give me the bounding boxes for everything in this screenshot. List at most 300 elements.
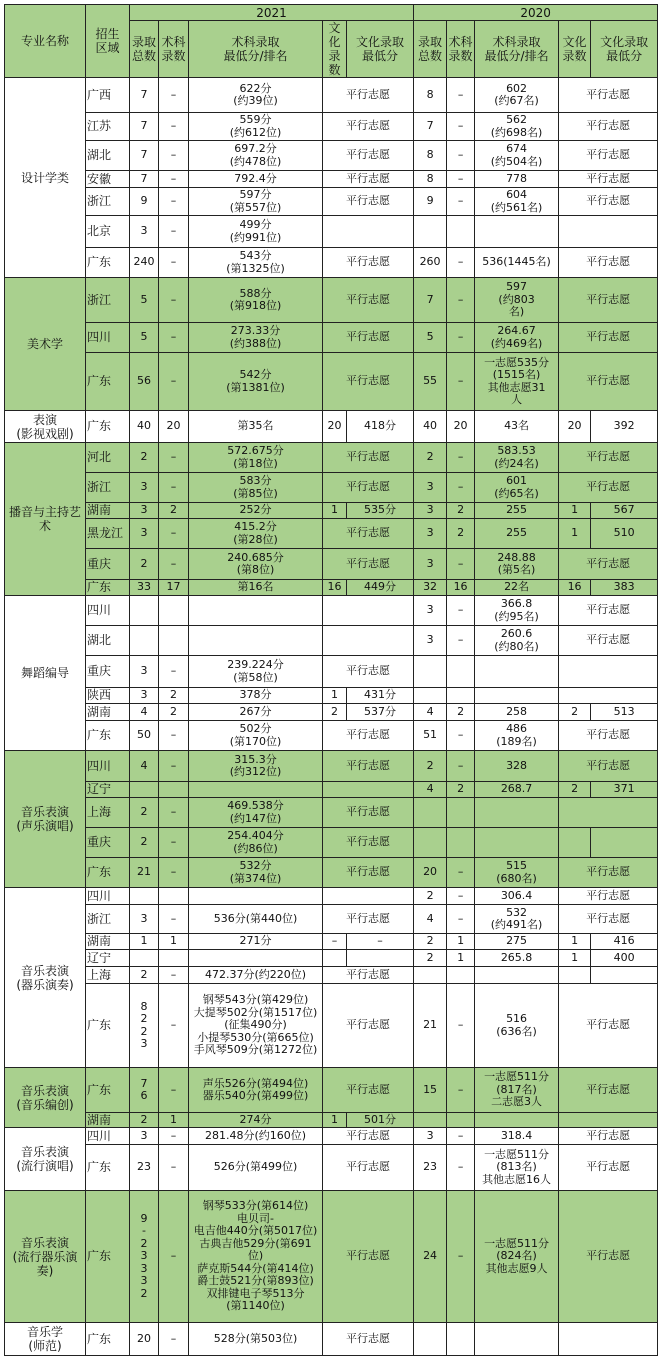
table-row xyxy=(5,1068,658,1113)
y21-art-count-cell: – xyxy=(159,1145,189,1191)
region-cell: 重庆 xyxy=(86,656,130,688)
table-row xyxy=(5,78,658,113)
y20-plan-cell: 平行志愿 xyxy=(559,1068,658,1113)
y20-total-cell: 20 xyxy=(414,858,447,888)
y21-plan-cell: 平行志愿 xyxy=(323,1068,414,1113)
table-row xyxy=(5,888,658,905)
y21-art-count-cell: – xyxy=(159,1128,189,1145)
y20-total-cell: 40 xyxy=(414,411,447,443)
y21-art-min-cell: 528分(第503位) xyxy=(189,1323,323,1356)
table-row xyxy=(5,549,658,580)
y21-total-cell xyxy=(130,950,159,967)
header-total-2020: 录取 总数 xyxy=(414,21,447,78)
y21-art-min-cell: 钢琴533分(第614位) 电贝司- 电吉他440分(第5017位) 古典吉他529分(第691 位) 萨克斯544分(第414位) 爵士鼓521分(第893位) 双排键电子琴513分 (第1140位) xyxy=(189,1191,323,1323)
y21-art-count-cell: – xyxy=(159,751,189,782)
table-row xyxy=(5,1145,658,1191)
y21-plan-cell: 平行志愿 xyxy=(323,858,414,888)
y21-art-min-cell xyxy=(189,596,323,626)
table-row xyxy=(5,188,658,216)
y21-total-cell: 4 xyxy=(130,704,159,721)
y20-total-cell: 2 xyxy=(414,950,447,967)
y20-plan-cell: 平行志愿 xyxy=(559,905,658,934)
y21-plan-cell xyxy=(323,888,414,905)
table-row xyxy=(5,580,658,596)
y21-total-cell: 50 xyxy=(130,721,159,751)
y21-art-count-cell: – xyxy=(159,721,189,751)
y21-art-count-cell: 2 xyxy=(159,503,189,519)
region-cell: 湖南 xyxy=(86,1113,130,1128)
region-cell: 广东 xyxy=(86,1145,130,1191)
y21-art-count-cell: – xyxy=(159,905,189,934)
y20-total-cell: 4 xyxy=(414,704,447,721)
y21-plan-cell: 平行志愿 xyxy=(323,905,414,934)
y20-plan-cell: 平行志愿 xyxy=(559,1191,658,1323)
y20-plan-cell: 平行志愿 xyxy=(559,113,658,141)
y21-art-count-cell: – xyxy=(159,171,189,188)
y20-total-cell: 9 xyxy=(414,188,447,216)
y21-culture-count-cell: 1 xyxy=(323,503,347,519)
y20-total-cell xyxy=(414,216,447,248)
y20-art-min-cell: 515 (680名) xyxy=(475,858,559,888)
y20-total-cell: 4 xyxy=(414,905,447,934)
table-row xyxy=(5,1128,658,1145)
y21-total-cell: 4 xyxy=(130,751,159,782)
y21-plan-cell: 平行志愿 xyxy=(323,751,414,782)
y20-art-count-cell: – xyxy=(447,113,475,141)
y21-plan-cell: 平行志愿 xyxy=(323,549,414,580)
y20-art-min-cell xyxy=(475,216,559,248)
y20-culture-min-cell xyxy=(591,828,658,858)
y20-art-count-cell: – xyxy=(447,596,475,626)
y20-total-cell: 55 xyxy=(414,353,447,411)
admission-score-table xyxy=(4,4,658,1356)
major-name: 美术学 xyxy=(5,278,86,411)
table-row xyxy=(5,828,658,858)
header-region: 招生 区域 xyxy=(86,5,130,78)
y21-plan-cell xyxy=(323,216,414,248)
y21-art-count-cell: – xyxy=(159,967,189,984)
table-row xyxy=(5,323,658,353)
y21-plan-cell xyxy=(323,596,414,626)
y21-art-count-cell: – xyxy=(159,141,189,171)
y20-art-min-cell: 268.7 xyxy=(475,782,559,798)
table-row xyxy=(5,171,658,188)
region-cell: 湖南 xyxy=(86,704,130,721)
table-row xyxy=(5,141,658,171)
y21-culture-min-cell: 501分 xyxy=(347,1113,414,1128)
table-row xyxy=(5,950,658,967)
y20-art-count-cell: – xyxy=(447,248,475,278)
y20-art-count-cell xyxy=(447,216,475,248)
y21-art-count-cell: – xyxy=(159,858,189,888)
header-major: 专业名称 xyxy=(5,5,86,78)
region-cell: 上海 xyxy=(86,798,130,828)
y21-art-min-cell: 502分 (第170位) xyxy=(189,721,323,751)
y20-art-count-cell: 20 xyxy=(447,411,475,443)
y21-art-count-cell: – xyxy=(159,278,189,323)
y20-art-min-cell: 255 xyxy=(475,519,559,549)
y20-art-min-cell: 一志愿511分 (813名) 其他志愿16人 xyxy=(475,1145,559,1191)
y20-total-cell: 8 xyxy=(414,171,447,188)
y20-art-count-cell: – xyxy=(447,1128,475,1145)
y20-art-min-cell: 674 (约504名) xyxy=(475,141,559,171)
y20-art-min-cell: 601 (约65名) xyxy=(475,473,559,503)
region-cell: 辽宁 xyxy=(86,950,130,967)
table-row xyxy=(5,353,658,411)
y21-total-cell: 3 xyxy=(130,905,159,934)
y20-plan-cell: 平行志愿 xyxy=(559,626,658,656)
y20-plan-cell: 平行志愿 xyxy=(559,1128,658,1145)
y20-total-cell xyxy=(414,1323,447,1356)
y21-plan-cell: 平行志愿 xyxy=(323,967,414,984)
y21-art-count-cell: – xyxy=(159,353,189,411)
y21-art-min-cell: 239.224分 (第58位) xyxy=(189,656,323,688)
y21-art-min-cell: 499分 (约991位) xyxy=(189,216,323,248)
y20-plan-cell: 平行志愿 xyxy=(559,984,658,1068)
y21-plan-cell: 平行志愿 xyxy=(323,141,414,171)
y21-art-count-cell xyxy=(159,782,189,798)
y20-plan-cell: 平行志愿 xyxy=(559,171,658,188)
y20-total-cell xyxy=(414,828,447,858)
y21-art-min-cell: 273.33分 (约388位) xyxy=(189,323,323,353)
y21-plan-cell: 平行志愿 xyxy=(323,721,414,751)
table-row xyxy=(5,751,658,782)
y20-plan-cell: 平行志愿 xyxy=(559,323,658,353)
table-row xyxy=(5,216,658,248)
y21-art-count-cell: – xyxy=(159,1068,189,1113)
header-art-count-2021: 术科 录数 xyxy=(159,21,189,78)
y20-culture-min-cell xyxy=(591,967,658,984)
y20-culture-min-cell: 400 xyxy=(591,950,658,967)
y21-total-cell: 2 xyxy=(130,798,159,828)
y21-culture-count-cell xyxy=(323,950,347,967)
y21-plan-cell xyxy=(323,782,414,798)
y20-total-cell: 51 xyxy=(414,721,447,751)
y21-art-min-cell: 697.2分 (约478位) xyxy=(189,141,323,171)
table-row xyxy=(5,411,658,443)
y21-art-count-cell xyxy=(159,626,189,656)
y20-art-min-cell: 536(1445名) xyxy=(475,248,559,278)
y21-total-cell: 40 xyxy=(130,411,159,443)
table-row xyxy=(5,473,658,503)
y20-total-cell: 2 xyxy=(414,934,447,950)
y21-plan-cell: 平行志愿 xyxy=(323,1191,414,1323)
y20-culture-min-cell: 567 xyxy=(591,503,658,519)
y20-art-count-cell: – xyxy=(447,1068,475,1113)
y21-total-cell: 5 xyxy=(130,323,159,353)
y20-plan-cell: 平行志愿 xyxy=(559,721,658,751)
region-cell: 四川 xyxy=(86,751,130,782)
y21-plan-cell: 平行志愿 xyxy=(323,353,414,411)
y20-culture-min-cell: 371 xyxy=(591,782,658,798)
y20-art-count-cell xyxy=(447,967,475,984)
y20-culture-count-cell: 1 xyxy=(559,934,591,950)
y20-total-cell xyxy=(414,798,447,828)
y21-culture-count-cell: 1 xyxy=(323,1113,347,1128)
y20-art-min-cell xyxy=(475,828,559,858)
table-row xyxy=(5,704,658,721)
region-cell: 广东 xyxy=(86,353,130,411)
y20-art-count-cell: 1 xyxy=(447,934,475,950)
region-cell: 广东 xyxy=(86,1191,130,1323)
y20-art-count-cell xyxy=(447,828,475,858)
y21-art-count-cell: – xyxy=(159,248,189,278)
table-row xyxy=(5,967,658,984)
region-cell: 四川 xyxy=(86,596,130,626)
y21-art-count-cell xyxy=(159,888,189,905)
major-name: 音乐表演 (音乐编创) xyxy=(5,1068,86,1128)
table-row xyxy=(5,113,658,141)
y21-total-cell: 33 xyxy=(130,580,159,596)
y21-total-cell: 20 xyxy=(130,1323,159,1356)
y20-plan-cell: 平行志愿 xyxy=(559,78,658,113)
y20-plan-cell xyxy=(559,216,658,248)
y20-art-count-cell xyxy=(447,1113,475,1128)
y21-art-min-cell: 240.685分 (第8位) xyxy=(189,549,323,580)
y20-culture-count-cell: 1 xyxy=(559,503,591,519)
y21-plan-cell: 平行志愿 xyxy=(323,828,414,858)
y20-art-min-cell: 22名 xyxy=(475,580,559,596)
table-row xyxy=(5,519,658,549)
table-row xyxy=(5,1323,658,1356)
y20-art-count-cell: – xyxy=(447,858,475,888)
y21-art-min-cell: 378分 xyxy=(189,688,323,704)
y21-art-count-cell: – xyxy=(159,473,189,503)
y21-art-min-cell: 597分 (第557位) xyxy=(189,188,323,216)
region-cell: 浙江 xyxy=(86,278,130,323)
y20-total-cell: 3 xyxy=(414,503,447,519)
y21-total-cell: 1 xyxy=(130,934,159,950)
y20-art-min-cell xyxy=(475,1323,559,1356)
y21-total-cell: 3 xyxy=(130,688,159,704)
y20-total-cell: 8 xyxy=(414,78,447,113)
y20-art-count-cell: – xyxy=(447,721,475,751)
y21-total-cell: 3 xyxy=(130,473,159,503)
y20-art-count-cell: 16 xyxy=(447,580,475,596)
y20-total-cell: 5 xyxy=(414,323,447,353)
y21-art-min-cell: 315.3分 (约312位) xyxy=(189,751,323,782)
y20-art-count-cell xyxy=(447,798,475,828)
y21-culture-min-cell: 537分 xyxy=(347,704,414,721)
header-culture-min-2020: 文化录取 最低分 xyxy=(591,21,658,78)
y20-art-min-cell: 275 xyxy=(475,934,559,950)
y20-art-min-cell: 604 (约561名) xyxy=(475,188,559,216)
y21-culture-count-cell: 20 xyxy=(323,411,347,443)
y20-culture-count-cell: 1 xyxy=(559,519,591,549)
table-row xyxy=(5,984,658,1068)
region-cell: 湖北 xyxy=(86,626,130,656)
y21-plan-cell: 平行志愿 xyxy=(323,798,414,828)
y20-plan-cell: 平行志愿 xyxy=(559,353,658,411)
y20-total-cell: 3 xyxy=(414,549,447,580)
y20-art-count-cell: – xyxy=(447,751,475,782)
y21-culture-count-cell: – xyxy=(323,934,347,950)
y20-total-cell xyxy=(414,656,447,688)
y21-total-cell: 3 xyxy=(130,503,159,519)
y20-art-count-cell: – xyxy=(447,473,475,503)
region-cell: 广东 xyxy=(86,1323,130,1356)
major-name: 表演 (影视戏剧) xyxy=(5,411,86,443)
y20-plan-cell: 平行志愿 xyxy=(559,443,658,473)
y21-plan-cell: 平行志愿 xyxy=(323,656,414,688)
y21-total-cell: 2 xyxy=(130,967,159,984)
y21-art-count-cell: 2 xyxy=(159,704,189,721)
y21-art-min-cell: 271分 xyxy=(189,934,323,950)
y20-art-count-cell: 1 xyxy=(447,950,475,967)
y20-art-min-cell xyxy=(475,967,559,984)
y20-total-cell: 3 xyxy=(414,1128,447,1145)
y21-total-cell: 2 xyxy=(130,1113,159,1128)
y20-culture-count-cell xyxy=(559,967,591,984)
y21-total-cell xyxy=(130,596,159,626)
header-year-2021: 2021 xyxy=(130,5,414,21)
y20-total-cell: 260 xyxy=(414,248,447,278)
y21-plan-cell: 平行志愿 xyxy=(323,278,414,323)
table-row xyxy=(5,1191,658,1323)
table-row xyxy=(5,858,658,888)
region-cell: 湖北 xyxy=(86,141,130,171)
y21-total-cell xyxy=(130,782,159,798)
region-cell: 广东 xyxy=(86,984,130,1068)
y20-art-min-cell: 318.4 xyxy=(475,1128,559,1145)
y20-art-min-cell: 532 (约491名) xyxy=(475,905,559,934)
table-row xyxy=(5,596,658,626)
y20-art-count-cell: 2 xyxy=(447,503,475,519)
y21-total-cell: 3 xyxy=(130,519,159,549)
y21-art-min-cell: 532分 (第374位) xyxy=(189,858,323,888)
y21-art-count-cell: – xyxy=(159,323,189,353)
region-cell: 浙江 xyxy=(86,188,130,216)
y21-plan-cell: 平行志愿 xyxy=(323,1323,414,1356)
y20-plan-cell xyxy=(559,656,658,688)
y20-art-count-cell xyxy=(447,688,475,704)
y20-culture-count-cell: 2 xyxy=(559,782,591,798)
y21-total-cell: 56 xyxy=(130,353,159,411)
y20-art-min-cell: 43名 xyxy=(475,411,559,443)
y21-art-min-cell: 588分 (第918位) xyxy=(189,278,323,323)
y21-total-cell: 7 xyxy=(130,141,159,171)
y21-total-cell: 3 xyxy=(130,656,159,688)
y21-art-count-cell: 17 xyxy=(159,580,189,596)
table-row xyxy=(5,798,658,828)
y20-total-cell: 8 xyxy=(414,141,447,171)
y20-art-min-cell: 778 xyxy=(475,171,559,188)
y21-art-min-cell: 274分 xyxy=(189,1113,323,1128)
region-cell: 上海 xyxy=(86,967,130,984)
y21-art-min-cell xyxy=(189,626,323,656)
y20-culture-count-cell: 16 xyxy=(559,580,591,596)
y20-culture-min-cell: 416 xyxy=(591,934,658,950)
region-cell: 黑龙江 xyxy=(86,519,130,549)
y21-total-cell: 7 xyxy=(130,78,159,113)
y20-art-min-cell: 一志愿535分 (1515名) 其他志愿31 人 xyxy=(475,353,559,411)
y21-plan-cell: 平行志愿 xyxy=(323,323,414,353)
y20-total-cell xyxy=(414,967,447,984)
y21-art-min-cell: 536分(第440位) xyxy=(189,905,323,934)
y21-art-count-cell: – xyxy=(159,78,189,113)
y21-art-min-cell: 472.37分(约220位) xyxy=(189,967,323,984)
y20-art-min-cell: 258 xyxy=(475,704,559,721)
y21-art-min-cell: 583分 (第85位) xyxy=(189,473,323,503)
table-row xyxy=(5,688,658,704)
y20-art-count-cell: 2 xyxy=(447,704,475,721)
y21-art-count-cell: – xyxy=(159,443,189,473)
y21-art-count-cell: 1 xyxy=(159,934,189,950)
y21-art-min-cell: 543分 (第1325位) xyxy=(189,248,323,278)
header-culture-count-2020: 文化 录数 xyxy=(559,21,591,78)
table-row xyxy=(5,721,658,751)
y20-art-count-cell: – xyxy=(447,888,475,905)
y20-total-cell: 3 xyxy=(414,519,447,549)
y20-total-cell: 32 xyxy=(414,580,447,596)
region-cell: 湖南 xyxy=(86,503,130,519)
y20-total-cell xyxy=(414,688,447,704)
y21-plan-cell: 平行志愿 xyxy=(323,519,414,549)
y20-total-cell: 23 xyxy=(414,1145,447,1191)
y21-plan-cell: 平行志愿 xyxy=(323,248,414,278)
y21-total-cell: 7 xyxy=(130,171,159,188)
y21-art-min-cell: 钢琴543分(第429位) 大提琴502分(第1517位) (征集490分) 小提琴530分(第665位) 手风琴509分(第1272位) xyxy=(189,984,323,1068)
y21-culture-min-cell: 418分 xyxy=(347,411,414,443)
y21-plan-cell: 平行志愿 xyxy=(323,1128,414,1145)
y20-art-count-cell xyxy=(447,656,475,688)
y21-art-min-cell: 542分 (第1381位) xyxy=(189,353,323,411)
y20-plan-cell: 平行志愿 xyxy=(559,278,658,323)
y20-art-min-cell: 597 (约803 名) xyxy=(475,278,559,323)
y20-plan-cell xyxy=(559,688,658,704)
table-row xyxy=(5,503,658,519)
y21-culture-min-cell: 535分 xyxy=(347,503,414,519)
y20-plan-cell: 平行志愿 xyxy=(559,1145,658,1191)
y20-total-cell: 2 xyxy=(414,751,447,782)
y21-art-min-cell: 声乐526分(第494位) 器乐540分(第499位) xyxy=(189,1068,323,1113)
y20-art-min-cell: 306.4 xyxy=(475,888,559,905)
y21-art-min-cell: 559分 (约612位) xyxy=(189,113,323,141)
region-cell: 广东 xyxy=(86,1068,130,1113)
y20-art-min-cell xyxy=(475,656,559,688)
y21-art-count-cell xyxy=(159,950,189,967)
y20-plan-cell xyxy=(559,798,658,828)
y20-art-count-cell: – xyxy=(447,278,475,323)
region-cell: 江苏 xyxy=(86,113,130,141)
y20-art-count-cell: – xyxy=(447,1145,475,1191)
y21-art-count-cell: – xyxy=(159,113,189,141)
region-cell: 陕西 xyxy=(86,688,130,704)
y20-total-cell: 3 xyxy=(414,473,447,503)
y21-total-cell: 23 xyxy=(130,1145,159,1191)
y21-art-min-cell: 792.4分 xyxy=(189,171,323,188)
header-year-2020: 2020 xyxy=(414,5,658,21)
y21-plan-cell: 平行志愿 xyxy=(323,473,414,503)
y21-art-min-cell: 281.48分(约160位) xyxy=(189,1128,323,1145)
y21-art-min-cell: 第16名 xyxy=(189,580,323,596)
y20-art-count-cell: 2 xyxy=(447,519,475,549)
y20-art-min-cell: 248.88 (第5名) xyxy=(475,549,559,580)
y20-art-count-cell: – xyxy=(447,1191,475,1323)
y20-art-min-cell xyxy=(475,798,559,828)
y21-plan-cell xyxy=(323,626,414,656)
y20-total-cell: 3 xyxy=(414,596,447,626)
y20-plan-cell: 平行志愿 xyxy=(559,473,658,503)
y20-total-cell xyxy=(414,1113,447,1128)
y21-art-min-cell: 267分 xyxy=(189,704,323,721)
y21-art-count-cell: 2 xyxy=(159,688,189,704)
y20-art-count-cell: – xyxy=(447,188,475,216)
y21-art-min-cell xyxy=(189,950,323,967)
y21-total-cell: 2 xyxy=(130,549,159,580)
y20-art-min-cell xyxy=(475,1113,559,1128)
y21-culture-min-cell: – xyxy=(347,934,414,950)
